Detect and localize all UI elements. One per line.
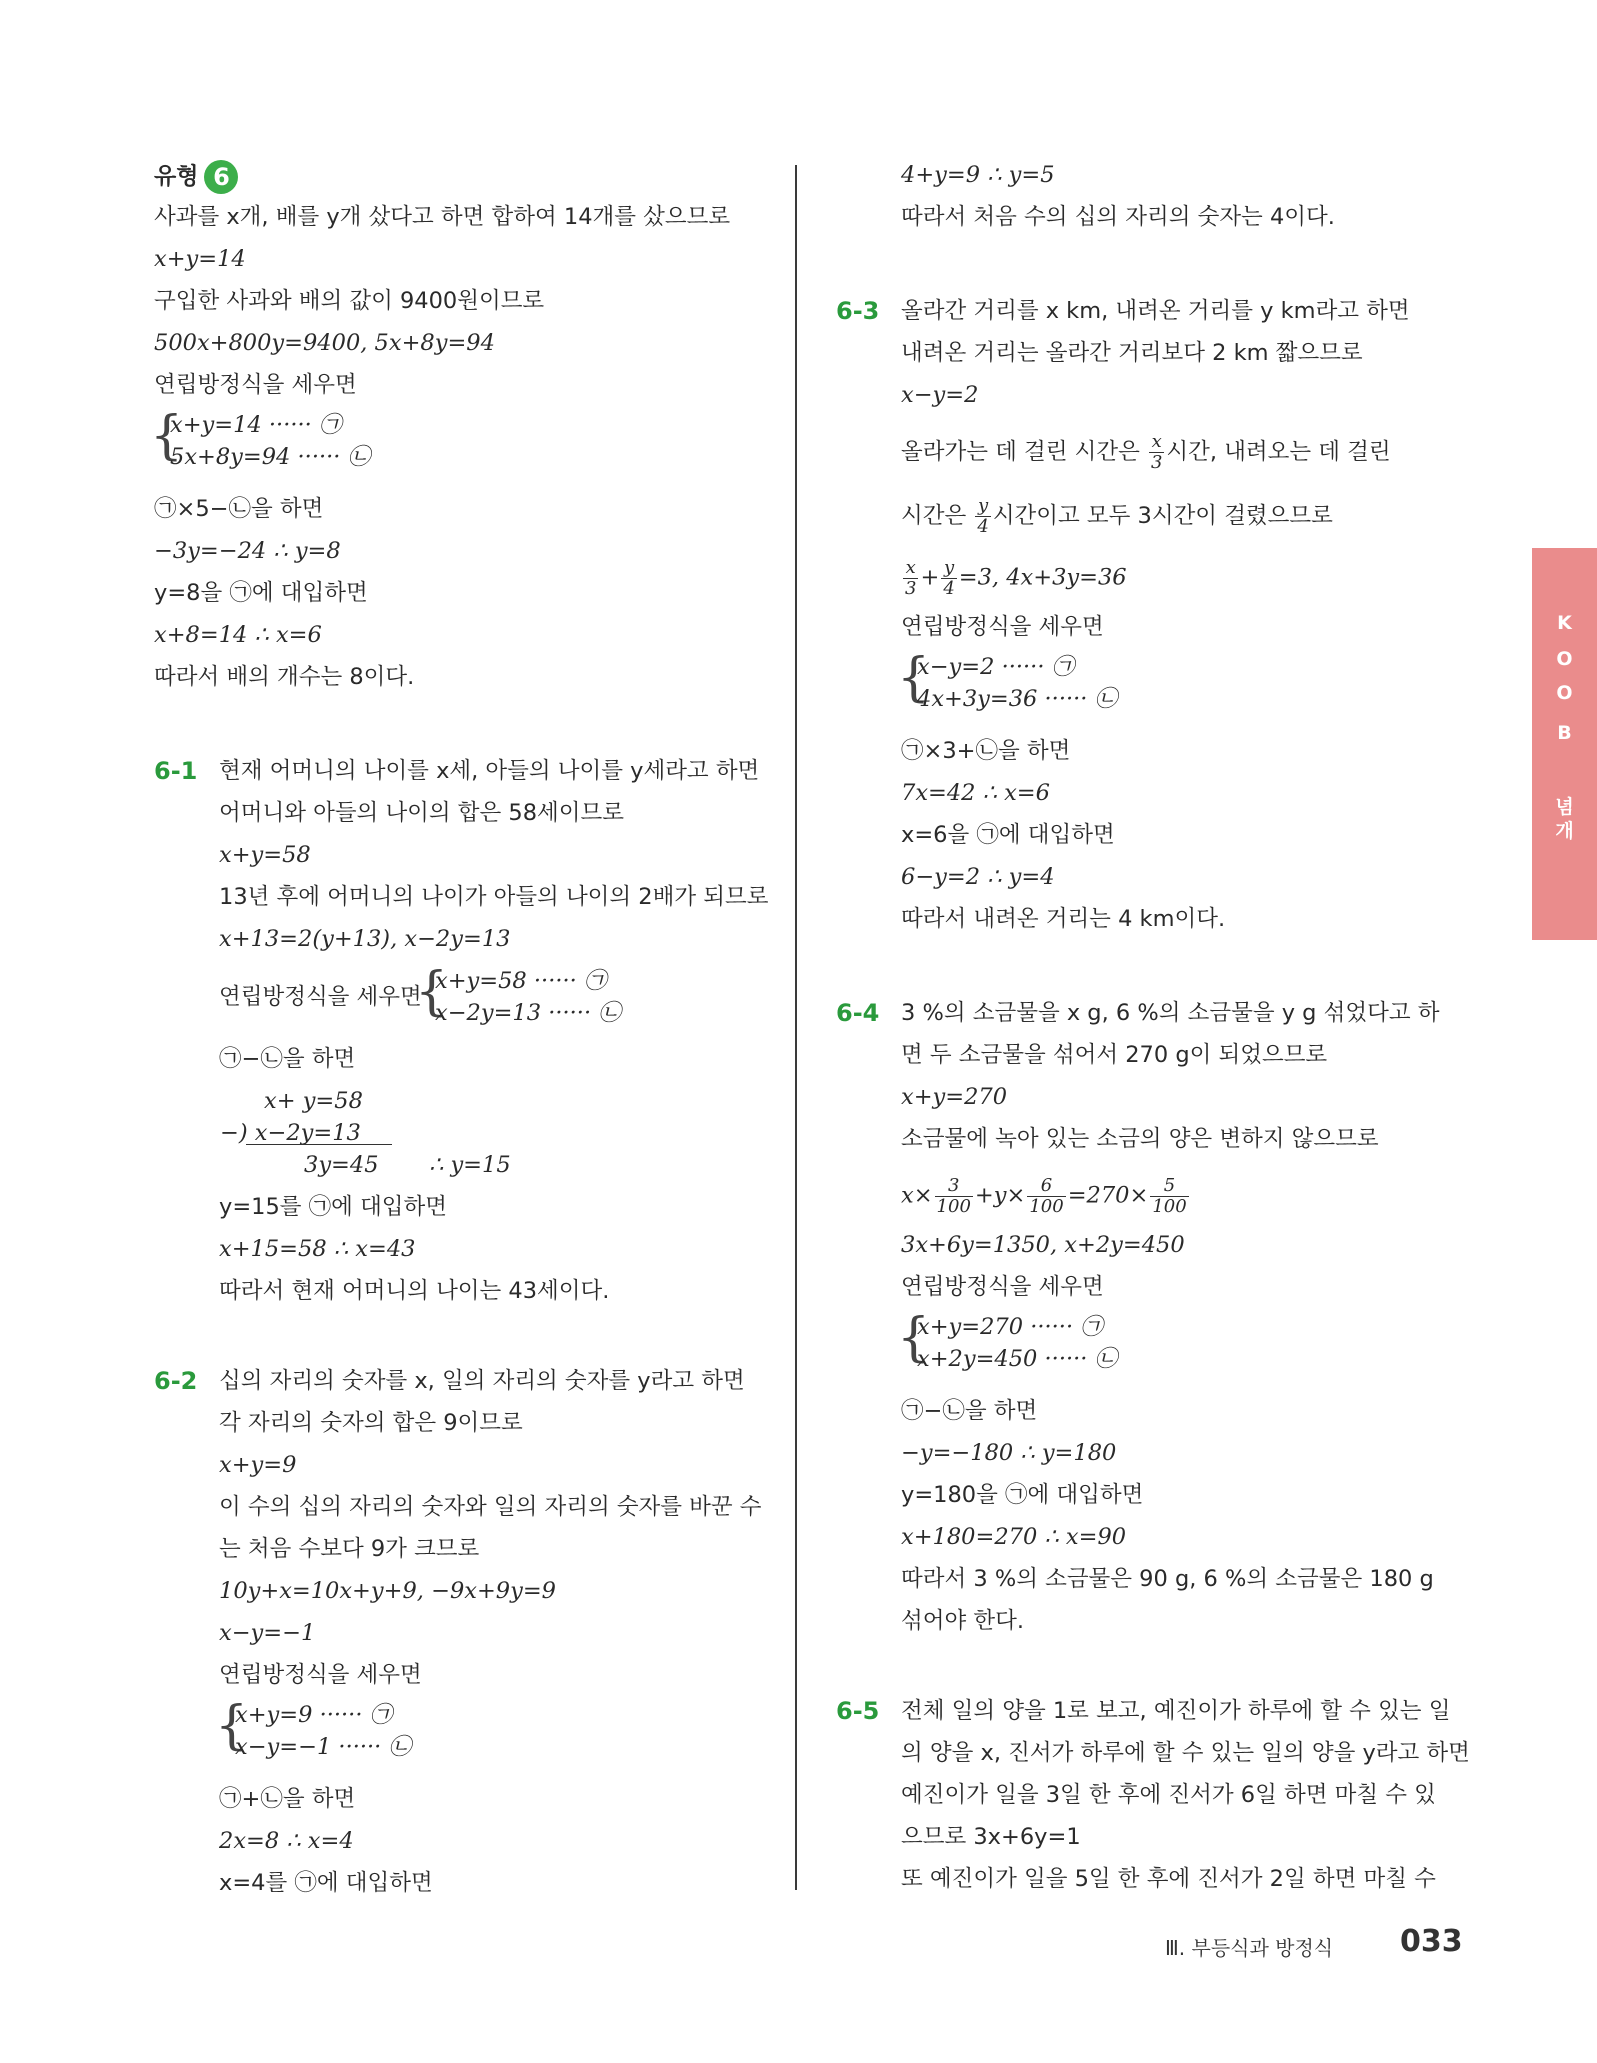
subtraction-row: x+ y=58	[264, 1088, 363, 1114]
text-line: 면 두 소금물을 섞어서 270 g이 되었으므로	[901, 1042, 1328, 1068]
problem-label-6-2: 6-2	[154, 1367, 198, 1395]
fraction-x-over-3: $\frac{x}{3}$	[905, 557, 917, 599]
problem-label-6-3: 6-3	[836, 297, 880, 325]
text-line: y=15를 ㉠에 대입하면	[219, 1194, 448, 1220]
text-line: 어머니와 아들의 나이의 합은 58세이므로	[219, 800, 624, 826]
equation-line: x+y=14	[154, 246, 246, 272]
fraction-x-over-3: $\frac{x}{3}$	[1150, 431, 1163, 473]
subtraction-result: 3y=45	[304, 1152, 379, 1178]
text-line: 전체 일의 양을 1로 보고, 예진이가 하루에 할 수 있는 일	[901, 1698, 1451, 1724]
fraction-y-over-4: $\frac{y}{4}$	[943, 557, 955, 599]
equation-line: 500x+800y=9400, 5x+8y=94	[154, 330, 495, 356]
equation-line: 6−y=2 ∴ y=4	[901, 864, 1055, 890]
problem-label-6-4: 6-4	[836, 999, 880, 1027]
system-equation: x−y=2 ······ ㉠	[917, 654, 1075, 680]
text-line: 연립방정식을 세우면	[154, 372, 357, 398]
yuhyeong-number-badge: 6	[204, 160, 238, 194]
text-line: 각 자리의 숫자의 합은 9이므로	[219, 1410, 523, 1436]
text-line: 십의 자리의 숫자를 x, 일의 자리의 숫자를 y라고 하면	[219, 1368, 745, 1394]
side-tab-char: K	[1557, 612, 1572, 634]
text-line: 따라서 현재 어머니의 나이는 43세이다.	[219, 1278, 610, 1304]
text-line: 따라서 내려온 거리는 4 km이다.	[901, 906, 1226, 932]
text-line: y=180을 ㉠에 대입하면	[901, 1482, 1144, 1508]
text-line: 올라간 거리를 x km, 내려온 거리를 y km라고 하면	[901, 298, 1410, 324]
left-brace: {	[415, 962, 449, 1022]
text-line: 섞어야 한다.	[901, 1608, 1024, 1634]
fraction-equation: $\frac{x}{3}$ + $\frac{y}{4}$ =3, 4x+3y=36	[905, 557, 1127, 599]
subtraction-row: −) x−2y=13	[220, 1120, 361, 1146]
side-tab-char: O	[1556, 682, 1573, 704]
text-line: x=6을 ㉠에 대입하면	[901, 822, 1115, 848]
text-line: ㉠−㉡을 하면	[219, 1046, 356, 1072]
equation-line: 3x+6y=1350, x+2y=450	[901, 1232, 1185, 1258]
equation-line: 7x=42 ∴ x=6	[901, 780, 1050, 806]
text-line: 또 예진이가 일을 5일 한 후에 진서가 2일 하면 마칠 수	[901, 1866, 1436, 1892]
text-line: y=8을 ㉠에 대입하면	[154, 580, 368, 606]
system-equation: 5x+8y=94 ······ ㉡	[170, 444, 371, 470]
text-line: 으므로 3x+6y=1	[901, 1824, 1081, 1850]
side-tab-char: 념	[1555, 796, 1574, 818]
equation-line: x+y=9	[219, 1452, 297, 1478]
equation-line: 2x=8 ∴ x=4	[219, 1828, 354, 1854]
text-line: ㉠+㉡을 하면	[219, 1786, 356, 1812]
text-line: 따라서 처음 수의 십의 자리의 숫자는 4이다.	[901, 204, 1335, 230]
subtraction-rule	[246, 1144, 392, 1145]
equation-line: x+8=14 ∴ x=6	[154, 622, 322, 648]
text-line: x=4를 ㉠에 대입하면	[219, 1870, 433, 1896]
text-line: ㉠×3+㉡을 하면	[901, 738, 1071, 764]
fraction-equation: x× $\frac{3}{100}$ +y× $\frac{6}{100}$ =270× $\frac{5}{100}$	[901, 1175, 1187, 1217]
system-equation: 4x+3y=36 ······ ㉡	[917, 686, 1118, 712]
equation-line: x−y=2	[901, 382, 979, 408]
text-line: ㉠−㉡을 하면	[901, 1398, 1038, 1424]
equation-line: x+15=58 ∴ x=43	[219, 1236, 416, 1262]
text-line: 연립방정식을 세우면	[219, 984, 422, 1010]
equation-line: x+13=2(y+13), x−2y=13	[219, 926, 511, 952]
fraction-6-over-100: $\frac{6}{100}$	[1029, 1175, 1064, 1217]
side-tab-gaenyeom-book	[1532, 548, 1597, 940]
text-line: 연립방정식을 세우면	[219, 1662, 422, 1688]
page-number: 033	[1400, 1924, 1463, 1959]
left-brace: {	[150, 406, 184, 466]
equation-line: x+y=270	[901, 1084, 1008, 1110]
text-line: 소금물에 녹아 있는 소금의 양은 변하지 않으므로	[901, 1126, 1379, 1152]
equation-line: x+y=58	[219, 842, 311, 868]
subtraction-result-conclusion: ∴ y=15	[429, 1152, 511, 1178]
text-line-with-fraction: 시간은 $\frac{y}{4}$ 시간이고 모두 3시간이 걸렸으므로	[901, 495, 1333, 537]
system-equation: x+y=58 ······ ㉠	[435, 968, 607, 994]
text-line: 사과를 x개, 배를 y개 샀다고 하면 합하여 14개를 샀으므로	[154, 204, 731, 230]
system-equation: x−y=−1 ······ ㉡	[235, 1734, 411, 1760]
text-line: 예진이가 일을 3일 한 후에 진서가 6일 하면 마칠 수 있	[901, 1782, 1436, 1808]
text-line: ㉠×5−㉡을 하면	[154, 496, 324, 522]
text-line: 현재 어머니의 나이를 x세, 아들의 나이를 y세라고 하면	[219, 758, 760, 784]
text-line: 내려온 거리는 올라간 거리보다 2 km 짧으므로	[901, 340, 1363, 366]
side-tab-char: B	[1557, 722, 1572, 744]
left-brace: {	[897, 1308, 931, 1368]
text-line: 따라서 배의 개수는 8이다.	[154, 664, 415, 690]
system-equation: x+y=14 ······ ㉠	[170, 412, 342, 438]
fraction-5-over-100: $\frac{5}{100}$	[1152, 1175, 1187, 1217]
text-line: 는 처음 수보다 9가 크므로	[219, 1536, 480, 1562]
side-tab-char: O	[1556, 648, 1573, 670]
text-line: 구입한 사과와 배의 값이 9400원이므로	[154, 288, 545, 314]
equation-line: −y=−180 ∴ y=180	[901, 1440, 1117, 1466]
text-line: 이 수의 십의 자리의 숫자와 일의 자리의 숫자를 바꾼 수	[219, 1494, 762, 1520]
system-equation: x+y=270 ······ ㉠	[917, 1314, 1103, 1340]
text-line: 연립방정식을 세우면	[901, 1274, 1104, 1300]
fraction-3-over-100: $\frac{3}{100}$	[936, 1175, 971, 1217]
left-brace: {	[897, 648, 931, 708]
column-divider	[795, 165, 797, 1890]
text-line: 13년 후에 어머니의 나이가 아들의 나이의 2배가 되므로	[219, 884, 769, 910]
text-line-with-fraction: 올라가는 데 걸린 시간은 $\frac{x}{3}$ 시간, 내려오는 데 걸린	[901, 431, 1391, 473]
text-line: 연립방정식을 세우면	[901, 614, 1104, 640]
footer-chapter: Ⅲ. 부등식과 방정식	[1165, 1936, 1334, 1960]
equation-line: −3y=−24 ∴ y=8	[154, 538, 341, 564]
equation-line: 4+y=9 ∴ y=5	[901, 162, 1055, 188]
equation-line: 10y+x=10x+y+9, −9x+9y=9	[219, 1578, 556, 1604]
yuhyeong-heading: 유형 6	[154, 160, 238, 194]
side-tab-char: 개	[1555, 820, 1574, 842]
text-line: 3 %의 소금물을 x g, 6 %의 소금물을 y g 섞었다고 하	[901, 1000, 1440, 1026]
left-brace: {	[215, 1696, 249, 1756]
text-line: 의 양을 x, 진서가 하루에 할 수 있는 일의 양을 y라고 하면	[901, 1740, 1470, 1766]
system-equation: x+2y=450 ······ ㉡	[917, 1346, 1118, 1372]
text-line: 따라서 3 %의 소금물은 90 g, 6 %의 소금물은 180 g	[901, 1566, 1434, 1592]
problem-label-6-1: 6-1	[154, 757, 198, 785]
fraction-y-over-4: $\frac{y}{4}$	[977, 495, 989, 537]
problem-label-6-5: 6-5	[836, 1697, 880, 1725]
system-equation: x+y=9 ······ ㉠	[235, 1702, 393, 1728]
equation-line: x+180=270 ∴ x=90	[901, 1524, 1127, 1550]
equation-line: x−y=−1	[219, 1620, 316, 1646]
system-equation: x−2y=13 ······ ㉡	[435, 1000, 621, 1026]
